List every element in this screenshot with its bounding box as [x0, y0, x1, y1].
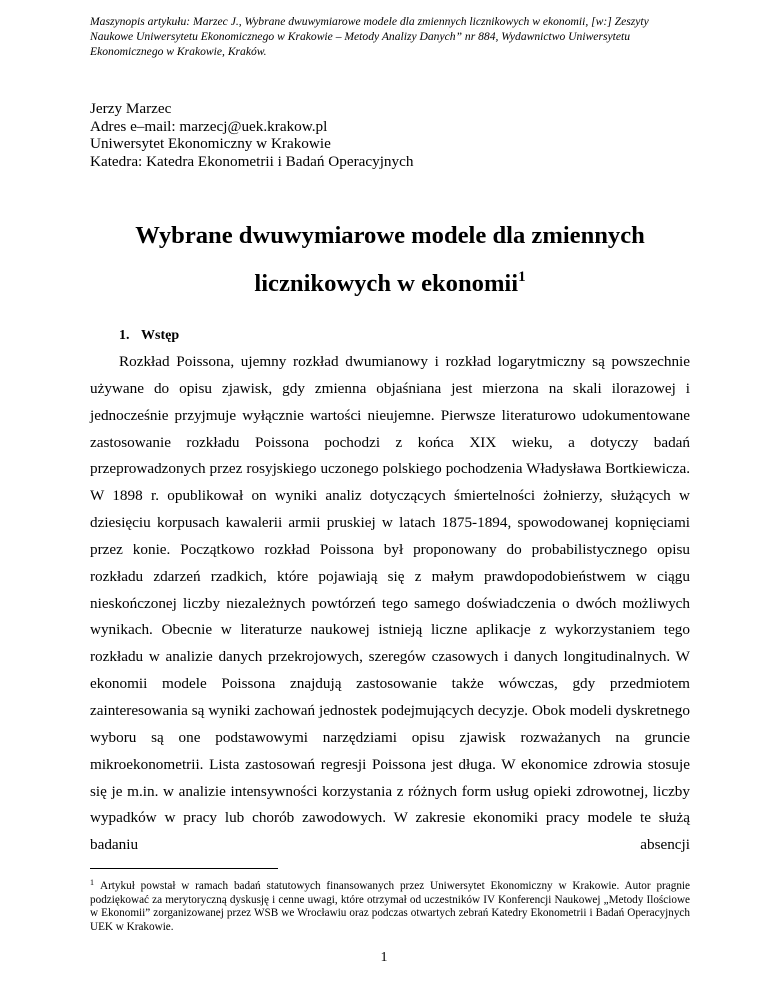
author-email: Adres e–mail: marzecj@uek.krakow.pl: [90, 117, 328, 135]
section-title: Wstęp: [141, 328, 180, 343]
author-block: [90, 100, 690, 170]
paper-title: [90, 212, 690, 308]
footnote-text: Artykuł powstał w ramach badań statutowych finansowanych przez Uniwersytet Ekonomiczny w Krakowie. Autor pragnie podziękować za merytoryczną dyskusję i cenne uwagi, które otrzymał od uczestników IV Konferencji Naukowej „Metody Ilościowe w Ekonomii” zorganizowanej przez WSB we Wrocławiu oraz podczas otwartych zebrań Katedry Ekonometrii i Badań Operacyjnych UEK w Krakowie.: [90, 880, 690, 933]
author-university: Uniwersytet Ekonomiczny w Krakowie: [90, 135, 331, 152]
footnote-marker: 1: [90, 878, 94, 887]
manuscript-citation-note: Maszynopis artykułu: Marzec J., Wybrane dwuwymiarowe modele dla zmiennych licznikowych w ekonomii, [w:] Zeszyty Naukowe Uniwersytetu Ekonomicznego w Krakowie – Metody Analizy Danych” nr 884, Wydawnictwo Uniwersytetu Ekonomicznego w Krakowie, Kraków.: [90, 15, 649, 58]
body-paragraph: Rozkład Poissona, ujemny rozkład dwumianowy i rozkład logarytmiczny są powszechnie używane do opisu zjawisk, gdy zmienna objaśniana jest mierzona na skali ilorazowej i jednocześnie przyjmuje wyłącznie wartości nieujemne. Pierwsze literaturowo udokumentowane zastosowanie rozkładu Poissona pochodzi z końca XIX wieku, a dotyczy badań przeprowadzonych przez rosyjskiego uczonego polskiego pochodzenia Władysława Bortkiewicza. W 1898 r. opublikował on wyniki analiz dotyczących śmiertelności żołnierzy, służących w dziesięciu korpusach kawalerii armii pruskiej w latach 1875-1894, spowodowanej kopnięciami przez konie. Początkowo rozkład Poissona był proponowany do probabilistycznego opisu rozkładu zdarzeń rzadkich, które pojawiają się z małym prawdopodobieństwem w ciągu nieskończonej liczby niezależnych powtórzeń tego samego doświadczenia o dwóch możliwych wynikach. Obecnie w literaturze naukowej istnieją liczne aplikacje z wykorzystaniem tego rozkładu w analizie danych przekrojowych, szeregów czasowych i danych longitudinalnych. W ekonomii modele Poissona znajdują zastosowanie także wówczas, gdy przedmiotem zainteresowania są wyniki zachowań jednostek podejmujących decyzje. Obok modeli dyskretnego wyboru są one podstawowymi narzędziami opisu zjawisk rozważanych na gruncie mikroekonometrii. Lista zastosowań regresji Poissona jest długa. W ekonomice zdrowia stosuje się je m.in. w analizie intensywności korzystania z różnych form usług opieki zdrowotnej, liczby wypadków w pracy lub chorób zawodowych. W zakresie ekonomiki pracy modele te służą badaniu absencji: [90, 353, 690, 854]
paper-title-line-2: [90, 260, 690, 308]
paper-title-line-1: Wybrane dwuwymiarowe modele dla zmiennych: [135, 222, 645, 249]
author-department: Katedra: Katedra Ekonometrii i Badań Operacyjnych: [90, 152, 414, 170]
footnote-separator: [90, 868, 278, 869]
footnote: [90, 880, 690, 934]
author-name: Jerzy Marzec: [90, 100, 172, 117]
page-number: 1: [380, 950, 388, 965]
section-number: 1.: [119, 328, 130, 343]
section-heading: [119, 327, 179, 345]
paper-title-line-2-text: licznikowych w ekonomii: [254, 270, 519, 297]
title-footnote-marker[interactable]: 1: [518, 269, 526, 285]
